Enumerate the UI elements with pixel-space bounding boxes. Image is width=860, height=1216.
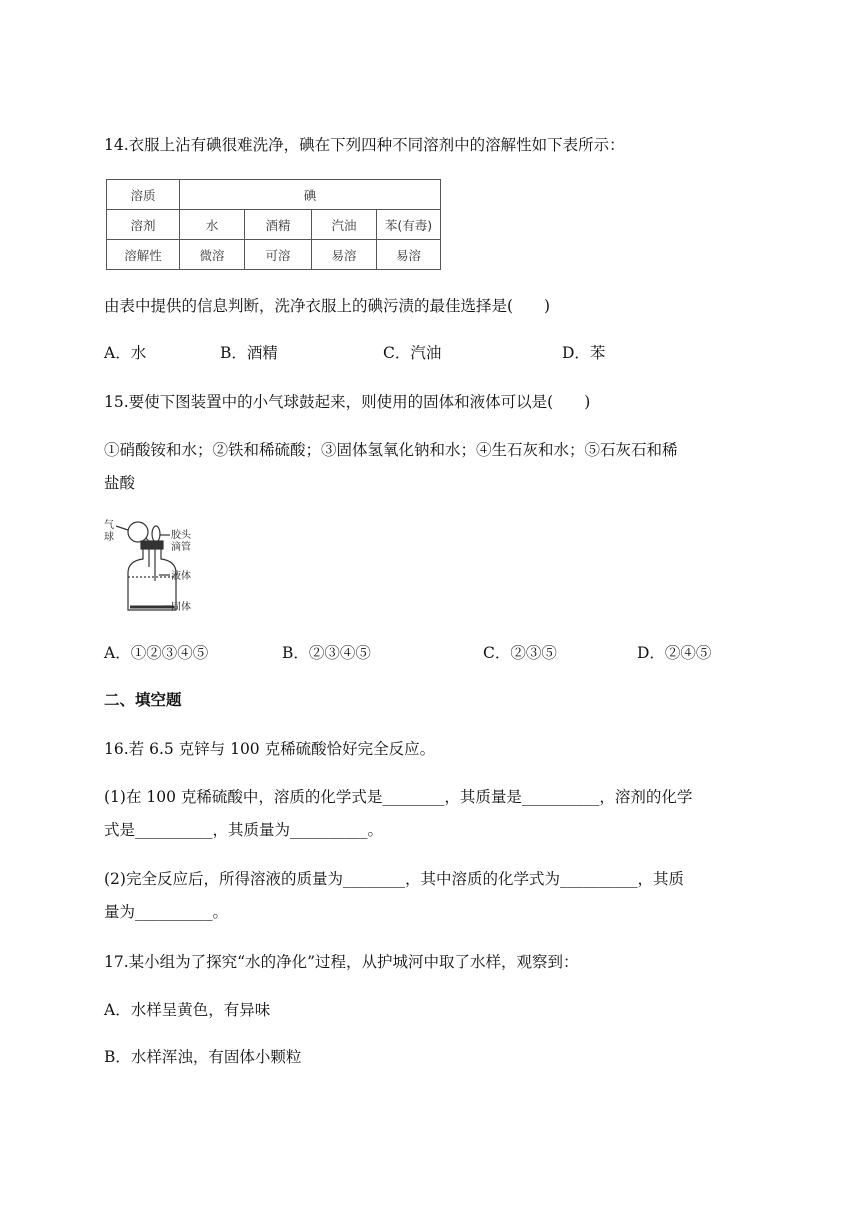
q16-part1-line-1: (1)在 100 克稀硫酸中，溶质的化学式是________，其质量是__________，溶剂的化学 — [104, 788, 693, 806]
q15-list-line-2: 盐酸 — [104, 474, 136, 492]
q14-option-a: A．水 — [104, 344, 147, 362]
q17-observation-b: B．水样浑浊，有固体小颗粒 — [104, 1048, 302, 1066]
q15-option-c: C．②③⑤ — [483, 644, 557, 662]
solubility-table — [106, 179, 441, 270]
table-cell: 酒精 — [245, 210, 312, 240]
q15-stem: 15.要使下图装置中的小气球鼓起来，则使用的固体和液体可以是( ) — [104, 393, 591, 411]
table-cell: 溶质 — [107, 180, 180, 210]
label-solid: 固体 — [171, 602, 191, 613]
table-cell: 微溶 — [180, 240, 245, 270]
q16-part2-line-2: 量为__________。 — [104, 903, 229, 921]
q14-option-d: D．苯 — [562, 344, 606, 362]
q16-stem: 16.若 6.5 克锌与 100 克稀硫酸恰好完全反应。 — [104, 740, 436, 758]
table-cell: 可溶 — [245, 240, 312, 270]
bottle-icon — [128, 549, 176, 610]
table-cell: 汽油 — [312, 210, 377, 240]
balloon-icon — [128, 522, 148, 542]
balloon-apparatus-figure — [104, 517, 204, 617]
label-dropper-1: 胶头 — [171, 530, 191, 541]
table-cell: 易溶 — [312, 240, 377, 270]
q15-option-d: D．②④⑤ — [637, 644, 712, 662]
table-cell: 苯(有毒) — [377, 210, 441, 240]
table-row — [107, 240, 441, 270]
table-cell: 溶解性 — [107, 240, 180, 270]
q16-part1-line-2: 式是__________，其质量为__________。 — [104, 821, 384, 839]
section-title: 二、填空题 — [104, 690, 182, 709]
table-row — [107, 180, 441, 210]
q15-list-line-1: ①硝酸铵和水；②铁和稀硫酸；③固体氢氧化钠和水；④生石灰和水；⑤石灰石和稀 — [104, 441, 678, 459]
table-cell: 水 — [180, 210, 245, 240]
q14-stem: 14.衣服上沾有碘很难洗净，碘在下列四种不同溶剂中的溶解性如下表所示： — [104, 136, 625, 154]
q17-stem: 17.某小组为了探究“水的净化”过程，从护城河中取了水样，观察到： — [104, 953, 579, 971]
q15-option-b: B．②③④⑤ — [282, 644, 371, 662]
table-cell: 易溶 — [377, 240, 441, 270]
q15-option-a: A．①②③④⑤ — [104, 644, 209, 662]
dropper-bulb-icon — [152, 526, 160, 542]
label-dropper-2: 滴管 — [171, 542, 191, 553]
label-balloon-2: 球 — [104, 532, 114, 543]
q14-option-b: B．酒精 — [220, 344, 278, 362]
q14-option-c: C．汽油 — [383, 344, 442, 362]
table-cell: 溶剂 — [107, 210, 180, 240]
table-row — [107, 210, 441, 240]
q14-question: 由表中提供的信息判断，洗净衣服上的碘污渍的最佳选择是( ) — [104, 297, 551, 315]
q16-part2-line-1: (2)完全反应后，所得溶液的质量为________，其中溶质的化学式为__________，其质 — [104, 870, 684, 888]
label-balloon-1: 气 — [104, 520, 114, 531]
q17-observation-a: A．水样呈黄色，有异味 — [104, 1001, 271, 1019]
table-cell: 碘 — [180, 180, 441, 210]
label-liquid: 液体 — [171, 571, 191, 582]
